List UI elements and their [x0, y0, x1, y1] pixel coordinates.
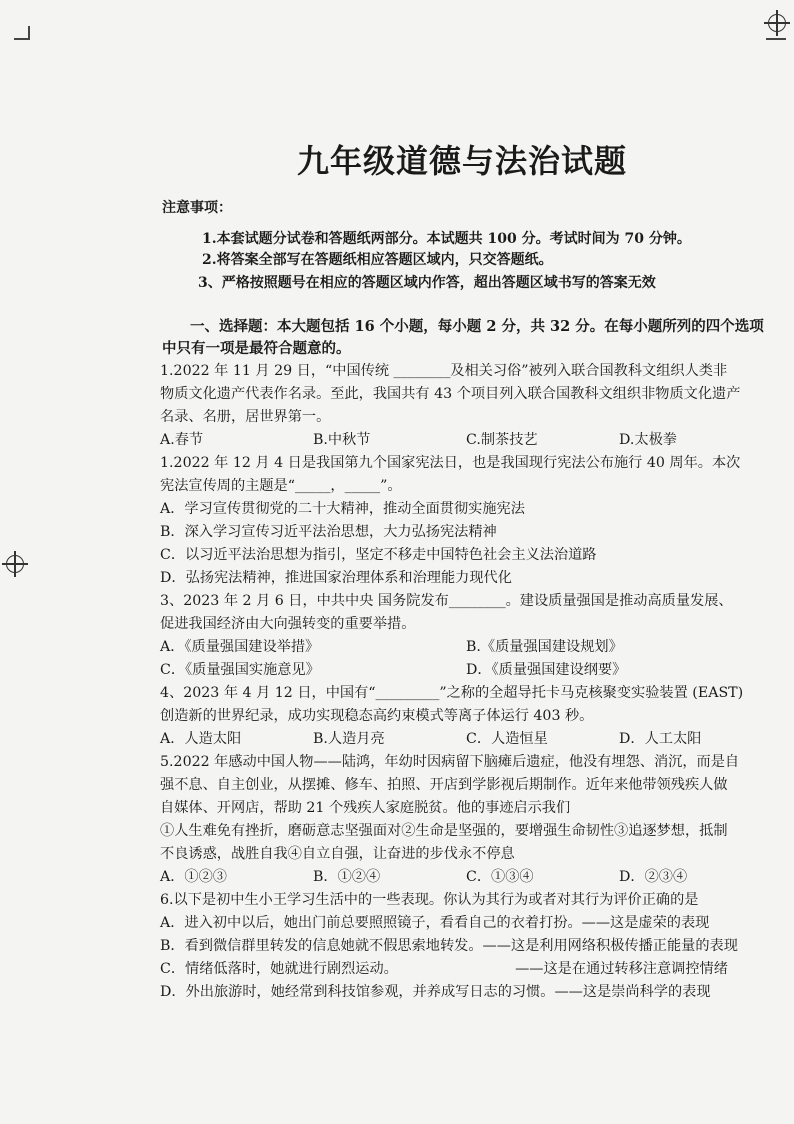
option-c[interactable]: C．人造恒星 [466, 731, 548, 747]
question-1 [160, 360, 772, 452]
question-2 [160, 452, 772, 590]
question-text-line: 促进我国经济由大向强转变的重要举措。 [160, 616, 416, 632]
option-d[interactable]: D.太极拳 [619, 432, 677, 448]
option-c[interactable]: C．以习近平法治思想为指引，坚定不移走中国特色社会主义法治道路 [160, 547, 597, 563]
question-4 [160, 682, 772, 751]
options-row [160, 636, 772, 659]
section-heading: 一、选择题：本大题包括 16 个小题，每小题 2 分，共 32 分。在每小题所列的四个选项中只有一项是最符合题意的。 [162, 318, 764, 357]
option-a[interactable]: A．①②③ [160, 869, 227, 885]
question-text-line: ①人生难免有挫折，磨砺意志坚强面对②生命是坚强的，要增强生命韧性③追逐梦想，抵制 [160, 823, 728, 839]
option-a[interactable]: A．《质量强国建设举措》 [160, 639, 320, 655]
option-c[interactable]: C．《质量强国实施意见》 [160, 662, 320, 678]
notice-heading: 注意事项： [162, 200, 232, 216]
question-text-line: 自媒体、开网店，帮助 21 个残疾人家庭脱贫。他的事迹启示我们 [160, 800, 571, 816]
crop-mark-top-left-v [28, 26, 30, 40]
option-d[interactable]: D．人工太阳 [619, 731, 702, 747]
notice-item-1: 1.本套试题分试卷和答题纸两部分。本试题共 100 分。考试时间为 70 分钟。 [202, 231, 691, 247]
option-a[interactable]: A．人造太阳 [160, 731, 242, 747]
option-c[interactable]: C.制茶技艺 [466, 432, 538, 448]
page-title: 九年级道德与法治试题 [296, 142, 627, 180]
question-text-line: 6.以下是初中生小王学习生活中的一些表现。你认为其行为或者对其行为评价正确的是 [160, 892, 699, 908]
question-text-line: 创造新的世界纪录，成功实现稳态高约束模式等离子体运行 403 秒。 [160, 708, 594, 724]
option-b[interactable]: B．①②④ [313, 869, 381, 885]
options-row [160, 429, 772, 452]
option-b[interactable]: B.人造月亮 [313, 731, 385, 747]
notice-item-2: 2.将答案全部写在答题纸相应答题区域内，只交答题纸。 [202, 252, 553, 268]
option-d[interactable]: D．《质量强国建设纲要》 [466, 662, 627, 678]
option-d[interactable]: D．弘扬宪法精神，推进国家治理体系和治理能力现代化 [160, 570, 512, 586]
option-b[interactable]: B.《质量强国建设规划》 [466, 639, 623, 655]
question-list [160, 360, 772, 1004]
question-text-line: 4、2023 年 4 月 12 日，中国有“_________”之称的全超导托卡马克核聚变实验装置 (EAST) [160, 685, 744, 701]
question-text-line: 5.2022 年感动中国人物——陆鸿，年幼时因病留下脑瘫后遗症，他没有埋怨、消沉，而是自 [160, 754, 740, 770]
option-b[interactable]: B．深入学习宣传习近平法治思想，大力弘扬宪法精神 [160, 524, 497, 540]
option-a[interactable]: A.春节 [160, 432, 204, 448]
question-3 [160, 590, 772, 682]
option-a[interactable]: A．进入初中以后，她出门前总要照照镜子，看看自己的衣着打扮。——这是虚荣的表现 [160, 915, 710, 931]
option-c[interactable]: C．情绪低落时，她就进行剧烈运动。 ——这是在通过转移注意调控情绪 [160, 961, 728, 977]
option-b[interactable]: B.中秋节 [313, 432, 371, 448]
crop-mark-top-right-h [766, 38, 786, 40]
option-a[interactable]: A．学习宣传贯彻党的二十大精神，推动全面贯彻实施宪法 [160, 501, 525, 517]
option-d[interactable]: D．外出旅游时，她经常到科技馆参观，并养成写日志的习惯。——这是崇尚科学的表现 [160, 984, 711, 1000]
notice-item-3: 3、严格按照题号在相应的答题区域内作答，超出答题区域书写的答案无效 [198, 275, 656, 291]
option-b[interactable]: B．看到微信群里转发的信息她就不假思索地转发。——这是利用网络积极传播正能量的表现 [160, 938, 738, 954]
registration-mark-left [2, 551, 28, 577]
registration-mark-top-right [764, 10, 790, 36]
question-text-line: 宪法宣传周的主题是“_____，_____”。 [160, 478, 402, 494]
question-text-line: 1.2022 年 12 月 4 日是我国第九个国家宪法日，也是我国现行宪法公布施行 40 周年。本次 [160, 455, 741, 471]
question-text-line: 强不息、自主创业，从摆摊、修车、拍照、开店到学影视后期制作。近年来他带领残疾人做 [160, 777, 728, 793]
option-d[interactable]: D．②③④ [619, 869, 688, 885]
option-c[interactable]: C．①③④ [466, 869, 534, 885]
options-row [160, 728, 772, 751]
question-text-line: 名录、名册，居世界第一。 [160, 409, 331, 425]
question-text-line: 3、2023 年 2 月 6 日，中共中央 国务院发布________。建设质量强国是推动高质量发展、 [160, 593, 733, 609]
question-text-line: 1.2022 年 11 月 29 日，“中国传统 ________及相关习俗”被列入联合国教科文组织人类非 [160, 363, 728, 379]
question-text-line: 物质文化遗产代表作名录。至此，我国共有 43 个项目列入联合国教科文组织非物质文化遗产 [160, 386, 741, 402]
options-row [160, 866, 772, 889]
options-row [160, 659, 772, 682]
question-6 [160, 889, 772, 1004]
question-5 [160, 751, 772, 889]
crop-mark-top-left-h [14, 38, 28, 40]
question-text-line: 不良诱惑，战胜自我④自立自强，让奋进的步伐永不停息 [160, 846, 515, 862]
